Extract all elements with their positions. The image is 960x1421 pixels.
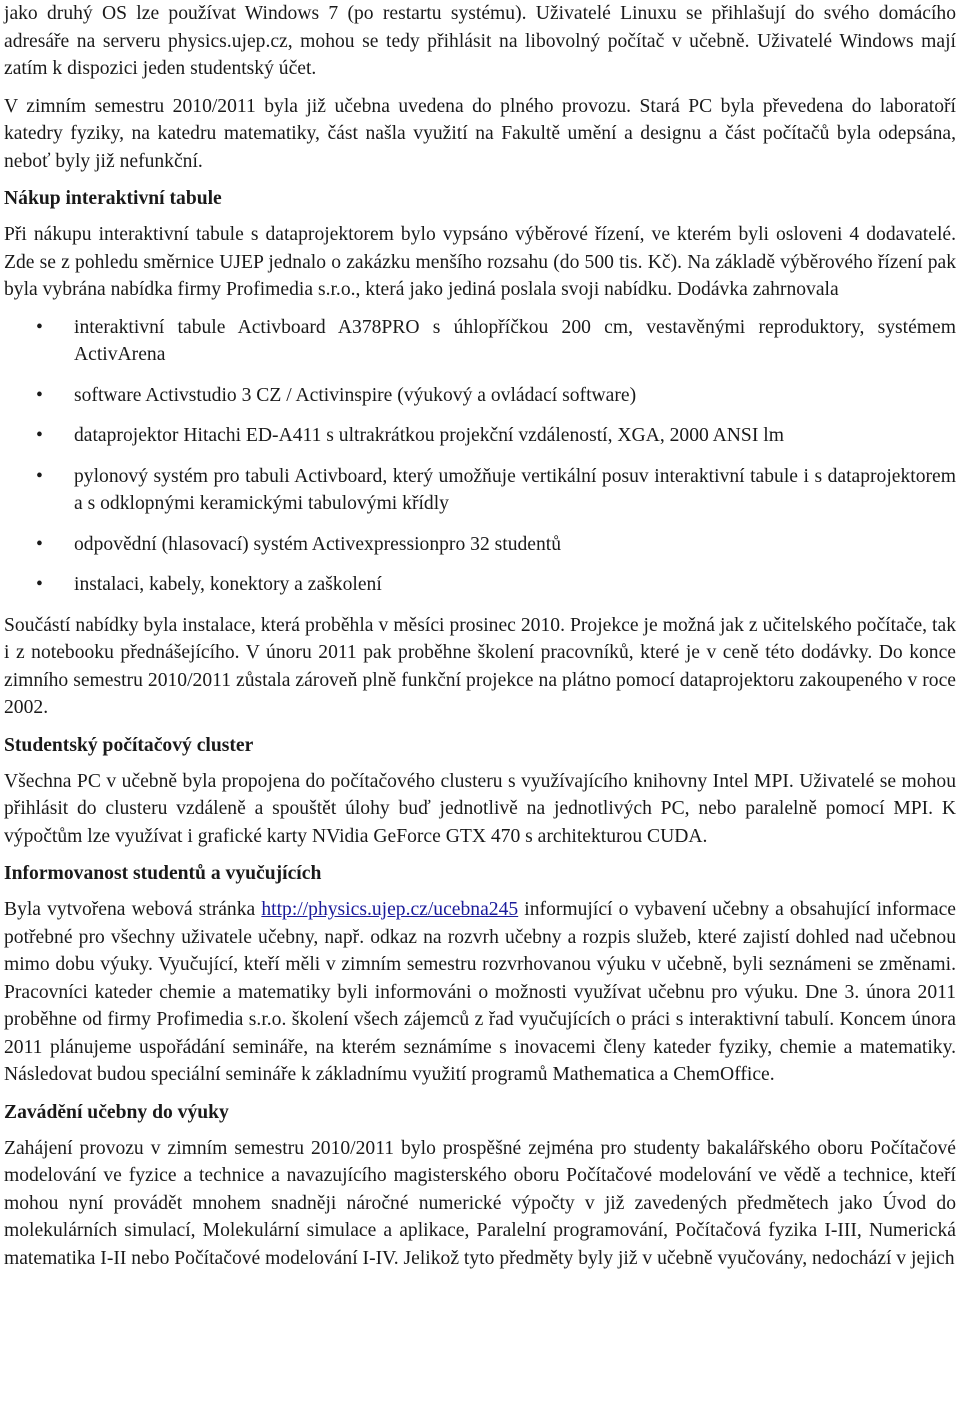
heading-nakup: Nákup interaktivní tabule — [4, 188, 222, 209]
intro-paragraph-1: jako druhý OS lze používat Windows 7 (po restartu systému). Uživatelé Linuxu se přihlašují do svého domácího adresáře na serveru physics.ujep.cz, mohou se tedy přihlásit na libovolný počítač v učebně. Uživatelé Windows mají zatím k dispozici jeden studentský účet. — [4, 3, 956, 79]
list-item: • pylonový systém pro tabuli Activboard, který umožňuje vertikální posuv interaktivní tabule i s dataprojektorem a s odklopnými keramickými tabulovými křídly — [4, 463, 956, 518]
informovanost-text-after: informující o vybavení učebny a obsahující informace potřebné pro všechny uživatele učebny, např. odkaz na rozvrh učebny a rozpis služeb, které zajistí dohled nad učebnou mimo dobu výuky. Vyučující, kteří měli v zimním semestru rozvrhovanou výuku v učebně, byli seznámeni se změnami. Pracovníci kateder chemie a matematiky byli informováni o možnosti využívat učebnu pro výuku. Dne 3. února 2011 proběhne od firmy Profimedia s.r.o. školení všech zájemců z řad vyučujících o práci s interaktivní tabulí. Koncem února 2011 plánujeme uspořádání semináře, na kterém seznámíme s inovacemi členy kateder fyziky, chemie a matematiky. Následovat budou speciální semináře k základnímu využití programů Mathematica a ChemOffice. — [4, 899, 957, 1085]
heading-informovanost: Informovanost studentů a vyučujících — [4, 863, 322, 884]
list-item: • dataprojektor Hitachi ED-A411 s ultrakrátkou projekční vzdáleností, XGA, 2000 ANSI lm — [4, 422, 956, 450]
ucebna-web-link[interactable]: http://physics.ujep.cz/ucebna245 — [261, 899, 519, 920]
nakup-after-paragraph: Součástí nabídky byla instalace, která proběhla v měsíci prosinec 2010. Projekce je možná jak z učitelského počítače, tak i z notebooku přednášejícího. V únoru 2011 pak proběhne školení pracovníků, které je v ceně této dodávky. Do konce zimního semestru 2010/2011 zůstala zároveň plně funkční projekce na plátno pomocí dataprojektoru zakoupeného v roce 2002. — [4, 614, 956, 718]
list-item: • software Activstudio 3 CZ / Activinspire (výukový a ovládací software) — [4, 382, 956, 410]
list-item: • odpovědní (hlasovací) systém Activexpressionpro 32 studentů — [4, 531, 956, 559]
list-item: • instalaci, kabely, konektory a zaškolení — [4, 571, 956, 599]
informovanost-paragraph — [4, 896, 956, 1089]
nakup-paragraph: Při nákupu interaktivní tabule s dataprojektorem bylo vypsáno výběrové řízení, ve kterém byli osloveni 4 dodavatelé. Zde se z pohledu směrnice UJEP jednalo o zakázku menšího rozsahu (do 500 tis. Kč). Na základě výběrového řízení pak byla vybrána nabídka firmy Profimedia s.r.o., která jako jediná poslala svoji nabídku. Dodávka zahrnovala — [4, 224, 956, 300]
zavadeni-paragraph: Zahájení provozu v zimním semestru 2010/2011 bylo prospěšné zejména pro studenty bakalářského oboru Počítačové modelování ve fyzice a technice a navazujícího magisterského oboru Počítačové modelování ve vědě a technice, kteří mohou nyní provádět mnohem snadněji náročné numerické výpočty v již zavedených předmětech jako Úvod do molekulárních simulací, Molekulární simulace a aplikace, Paralelní programování, Počítačová fyzika I-III, Numerická matematika I-II nebo Počítačové modelování I-IV. Jelikož tyto předměty byly již v učebně vyučovány, nedochází v jejich — [4, 1137, 956, 1269]
heading-zavadeni: Zavádění učebny do výuky — [4, 1101, 229, 1123]
list-item: • interaktivní tabule Activboard A378PRO s úhlopříčkou 200 cm, vestavěnými reproduktory, systémem ActivArena — [4, 314, 956, 369]
intro-paragraph-2: V zimním semestru 2010/2011 byla již učebna uvedena do plného provozu. Stará PC byla převedena do laboratoří katedry fyziky, na katedru matematiky, část našla využití na Fakultě umění a designu a část počítačů byla odepsána, neboť byly již nefunkční. — [4, 95, 956, 172]
delivery-list — [4, 314, 956, 599]
informovanost-text-before: Byla vytvořena webová stránka — [4, 899, 262, 920]
heading-cluster: Studentský počítačový cluster — [4, 734, 254, 756]
cluster-paragraph: Všechna PC v učebně byla propojena do počítačového clusteru s využívajícího knihovny Intel MPI. Uživatelé se mohou přihlásit do clusteru vzdáleně a spouštět úlohy buď jednotlivě na jednotlivých PC, nebo paralelně pomocí MPI. K výpočtům lze využívat i grafické karty NVidia GeForce GTX 470 s architekturou CUDA. — [4, 770, 956, 847]
